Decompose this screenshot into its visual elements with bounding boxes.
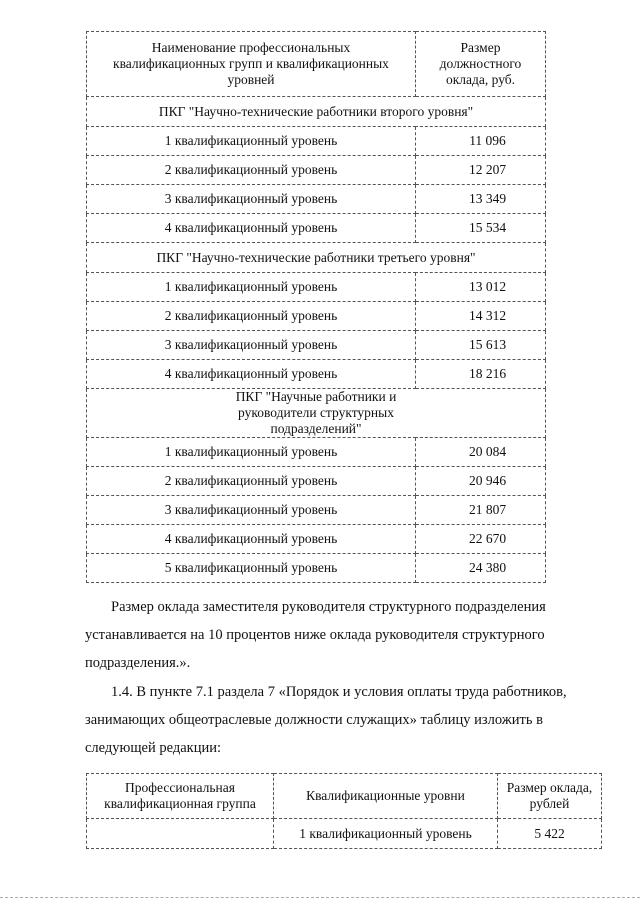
level-cell: 3 квалификационный уровень [87, 331, 416, 360]
header-levels: Квалификационные уровни [274, 774, 498, 819]
table-row [87, 467, 546, 496]
group-row [87, 97, 546, 127]
table-row [87, 302, 546, 331]
header-salary: Размер оклада, рублей [498, 774, 602, 819]
table-row [87, 185, 546, 214]
salary-cell: 11 096 [416, 127, 546, 156]
level-cell: 3 квалификационный уровень [87, 496, 416, 525]
table-header-row [87, 774, 602, 819]
salary-cell: 13 349 [416, 185, 546, 214]
paragraph-line: Размер оклада заместителя руководителя структурного подразделения [111, 599, 546, 615]
level-cell: 4 квалификационный уровень [87, 214, 416, 243]
salary-cell: 24 380 [416, 554, 546, 583]
level-cell: 3 квалификационный уровень [87, 185, 416, 214]
table-row [87, 156, 546, 185]
paragraph-line: подразделения.». [85, 655, 191, 671]
paragraph-deputy-salary [85, 593, 589, 677]
salary-cell: 18 216 [416, 360, 546, 389]
table-row [87, 554, 546, 583]
salary-table-science [86, 31, 546, 583]
level-cell: 1 квалификационный уровень [274, 819, 498, 849]
salary-cell: 15 534 [416, 214, 546, 243]
salary-cell: 14 312 [416, 302, 546, 331]
group-title: ПКГ "Научно-технические работники второго уровня" [87, 97, 546, 127]
salary-cell: 20 084 [416, 438, 546, 467]
table-row [87, 525, 546, 554]
salary-cell: 15 613 [416, 331, 546, 360]
paragraph-line: 1.4. В пункте 7.1 раздела 7 «Порядок и условия оплаты труда работников, [111, 684, 567, 700]
table-header-row [87, 32, 546, 97]
level-cell: 2 квалификационный уровень [87, 302, 416, 331]
table-row [87, 214, 546, 243]
header-group: Профессиональная квалификационная группа [87, 774, 274, 819]
salary-cell: 13 012 [416, 273, 546, 302]
level-cell: 5 квалификационный уровень [87, 554, 416, 583]
level-cell: 2 квалификационный уровень [87, 467, 416, 496]
table-row [87, 438, 546, 467]
group-title: ПКГ "Научные работники и руководители структурных подразделений" [87, 389, 546, 438]
group-cell [87, 819, 274, 849]
table-row [87, 819, 602, 849]
level-cell: 1 квалификационный уровень [87, 127, 416, 156]
level-cell: 4 квалификационный уровень [87, 525, 416, 554]
table-row [87, 127, 546, 156]
salary-cell: 12 207 [416, 156, 546, 185]
table-row [87, 360, 546, 389]
salary-cell: 21 807 [416, 496, 546, 525]
salary-cell: 20 946 [416, 467, 546, 496]
level-cell: 4 квалификационный уровень [87, 360, 416, 389]
table-row [87, 273, 546, 302]
paragraph-line: следующей редакции: [85, 740, 222, 756]
page-bottom-divider [0, 897, 640, 898]
salary-cell: 22 670 [416, 525, 546, 554]
group-title: ПКГ "Научно-технические работники третьего уровня" [87, 243, 546, 273]
salary-table-general [86, 773, 602, 849]
level-cell: 1 квалификационный уровень [87, 273, 416, 302]
table-row [87, 331, 546, 360]
salary-cell: 5 422 [498, 819, 602, 849]
paragraph-amendment [85, 678, 589, 762]
paragraph-line: занимающих общеотраслевые должности служащих» таблицу изложить в [85, 712, 543, 728]
paragraph-line: устанавливается на 10 процентов ниже оклада руководителя структурного [85, 627, 545, 643]
header-group-name: Наименование профессиональных квалификационных групп и квалификационных уровней [87, 32, 416, 97]
header-salary: Размер должностного оклада, руб. [416, 32, 546, 97]
level-cell: 1 квалификационный уровень [87, 438, 416, 467]
group-row [87, 243, 546, 273]
level-cell: 2 квалификационный уровень [87, 156, 416, 185]
group-row [87, 389, 546, 438]
table-row [87, 496, 546, 525]
